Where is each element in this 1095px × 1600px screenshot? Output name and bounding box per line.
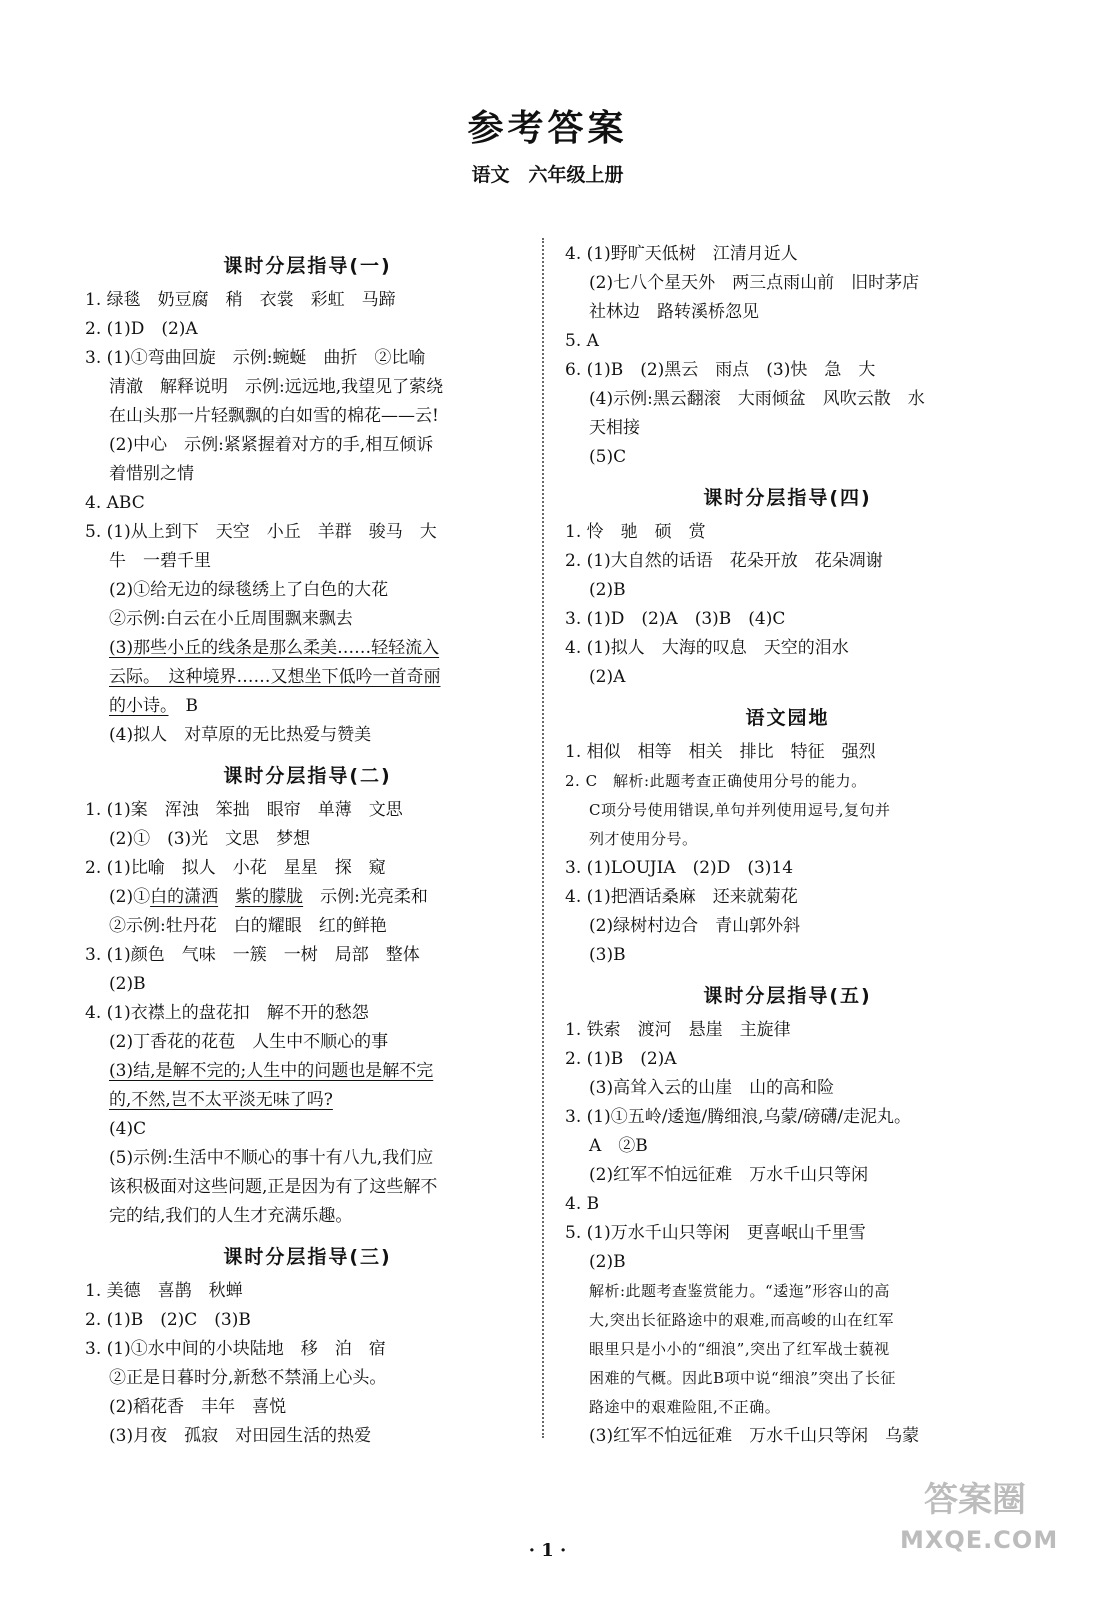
answer-line: 3. (1)①水中间的小块陆地 移 泊 宿 bbox=[85, 1339, 386, 1359]
answer-line: (3)高耸入云的山崖 山的高和险 bbox=[589, 1078, 835, 1098]
answer-line: 2. (1)比喻 拟人 小花 星星 探 窥 bbox=[85, 858, 386, 878]
section-heading: 课时分层指导(四) bbox=[703, 487, 872, 509]
answer-line: 4. ABC bbox=[85, 493, 145, 513]
answer-line: 2. C 解析:此题考查正确使用分号的能力。 bbox=[565, 772, 867, 790]
answer-line: (2)B bbox=[589, 580, 626, 600]
answer-line: (4)拟人 对草原的无比热爱与赞美 bbox=[109, 725, 372, 745]
answer-line: (5)示例:生活中不顺心的事十有八九,我们应 bbox=[109, 1148, 434, 1168]
answer-part: 示例:光亮柔和 bbox=[320, 887, 428, 907]
answer-line: 困难的气概。因此B项中说“细浪”突出了长征 bbox=[589, 1369, 896, 1387]
answer-line: (3)B bbox=[589, 945, 626, 965]
answer-line: 3. (1)D (2)A (3)B (4)C bbox=[565, 609, 786, 629]
left-column bbox=[85, 240, 530, 1451]
answer-line: (2)绿树村边合 青山郭外斜 bbox=[589, 916, 801, 936]
answer-line: 清澈 解释说明 示例:远远地,我望见了萦绕 bbox=[109, 377, 444, 397]
answer-line: 天相接 bbox=[589, 418, 640, 438]
answer-line: 的,不然,岂不太平淡无味了吗? bbox=[109, 1090, 333, 1110]
answer-line: (4)示例:黑云翻滚 大雨倾盆 风吹云散 水 bbox=[589, 389, 925, 409]
answer-line: 3. (1)LOUJIA (2)D (3)14 bbox=[565, 858, 794, 878]
answer-line: 列才使用分号。 bbox=[589, 830, 698, 848]
answer-line: (2)七八个星天外 两三点雨山前 旧时茅店 bbox=[589, 273, 920, 293]
answer-line: 4. (1)拟人 大海的叹息 天空的泪水 bbox=[565, 638, 849, 658]
answer-line: 1. (1)案 浑浊 笨拙 眼帘 单薄 文思 bbox=[85, 800, 403, 820]
answer-line: (2)红军不怕远征难 万水千山只等闲 bbox=[589, 1165, 869, 1185]
answer-line: 1. 相似 相等 相关 排比 特征 强烈 bbox=[565, 742, 876, 762]
answer-line: (2)B bbox=[109, 974, 146, 994]
underlined-text: 白的潇洒 bbox=[150, 887, 219, 907]
answer-line: (4)C bbox=[109, 1119, 147, 1139]
answer-line: (2)中心 示例:紧紧握着对方的手,相互倾诉 bbox=[109, 435, 434, 455]
answer-line: 3. (1)颜色 气味 一簇 一树 局部 整体 bbox=[85, 945, 420, 965]
answer-line: 眼里只是小小的“细浪”,突出了红军战士藐视 bbox=[589, 1340, 890, 1358]
answer-line: 5. (1)万水千山只等闲 更喜岷山千里雪 bbox=[565, 1223, 866, 1243]
page-subtitle: 语文 六年级上册 bbox=[471, 164, 624, 186]
answer-line: 2. (1)大自然的话语 花朵开放 花朵凋谢 bbox=[565, 551, 883, 571]
answer-line: 1. 美德 喜鹊 秋蝉 bbox=[85, 1281, 243, 1301]
answer-line: 4. (1)衣襟上的盘花扣 解不开的愁怨 bbox=[85, 1003, 369, 1023]
column-divider bbox=[542, 238, 544, 1438]
answer-line: (2)丁香花的花苞 人生中不顺心的事 bbox=[109, 1032, 389, 1052]
answer-line: 1. 怜 驰 硕 赏 bbox=[565, 522, 706, 542]
answer-line: 4. (1)野旷天低树 江清月近人 bbox=[565, 244, 798, 264]
answer-line: ②正是日暮时分,新愁不禁涌上心头。 bbox=[109, 1368, 387, 1388]
right-column bbox=[565, 240, 1010, 1451]
answer-line: (2)① (3)光 文思 梦想 bbox=[109, 829, 311, 849]
answer-line: 3. (1)①五岭/逶迤/腾细浪,乌蒙/磅礴/走泥丸。 bbox=[565, 1107, 912, 1127]
page-number: · 1 · bbox=[528, 1540, 567, 1561]
answer-line: 5. (1)从上到下 天空 小丘 羊群 骏马 大 bbox=[85, 522, 437, 542]
answer-line: (2)①给无边的绿毯绣上了白色的大花 bbox=[109, 580, 389, 600]
answer-line: 大,突出长征路途中的艰难,而高峻的山在红军 bbox=[589, 1311, 895, 1329]
answer-line: 社林边 路转溪桥忽见 bbox=[589, 302, 759, 322]
section-heading: 语文园地 bbox=[745, 707, 830, 729]
answer-line bbox=[85, 883, 530, 912]
answer-line: 牛 一碧千里 bbox=[109, 551, 211, 571]
answer-line: 1. 铁索 渡河 悬崖 主旋律 bbox=[565, 1020, 791, 1040]
answer-line: ②示例:白云在小丘周围飘来飘去 bbox=[109, 609, 353, 629]
answer-line: 2. (1)B (2)C (3)B bbox=[85, 1310, 251, 1330]
answer-line: 解析:此题考查鉴赏能力。“逶迤”形容山的高 bbox=[589, 1282, 890, 1300]
section-heading: 课时分层指导(三) bbox=[223, 1246, 392, 1268]
page-title: 参考答案 bbox=[467, 108, 628, 149]
answer-line bbox=[85, 692, 530, 721]
answer-line: 在山头那一片轻飘飘的白如雪的棉花——云! bbox=[109, 406, 439, 426]
section-heading: 课时分层指导(五) bbox=[703, 985, 872, 1007]
answer-line: 1. 绿毯 奶豆腐 稍 衣裳 彩虹 马蹄 bbox=[85, 290, 396, 310]
answer-line: (5)C bbox=[589, 447, 627, 467]
answer-line: 6. (1)B (2)黑云 雨点 (3)快 急 大 bbox=[565, 360, 876, 380]
section-heading: 课时分层指导(二) bbox=[223, 765, 392, 787]
answer-line: (2)A bbox=[589, 667, 626, 687]
answer-line: 该积极面对这些问题,正是因为有了这些解不 bbox=[109, 1177, 438, 1197]
answer-line: ②示例:牡丹花 白的耀眼 红的鲜艳 bbox=[109, 916, 387, 936]
section-heading: 课时分层指导(一) bbox=[223, 255, 392, 277]
answer-line: 5. A bbox=[565, 331, 599, 351]
answer-line: (2)B bbox=[589, 1252, 626, 1272]
watermark-logo: 答案圈 bbox=[924, 1480, 1026, 1520]
watermark-url: MXQE.COM bbox=[900, 1526, 1059, 1554]
answer-line: (3)结,是解不完的;人生中的问题也是解不完 bbox=[109, 1061, 434, 1081]
answer-line: 着惜别之情 bbox=[109, 464, 194, 484]
answer-line: (3)月夜 孤寂 对田园生活的热爱 bbox=[109, 1426, 372, 1446]
answer-line: 2. (1)B (2)A bbox=[565, 1049, 677, 1069]
answer-line: A ②B bbox=[589, 1136, 648, 1156]
answer-line: 3. (1)①弯曲回旋 示例:蜿蜒 曲折 ②比喻 bbox=[85, 348, 426, 368]
answer-line: 路途中的艰难险阻,不正确。 bbox=[589, 1398, 781, 1416]
answer-line: (3)红军不怕远征难 万水千山只等闲 乌蒙 bbox=[589, 1426, 920, 1446]
underlined-text: 的小诗。 bbox=[109, 696, 169, 716]
answer-line: 2. (1)D (2)A bbox=[85, 319, 198, 339]
answer-line: (2)稻花香 丰年 喜悦 bbox=[109, 1397, 287, 1417]
answer-line: 4. B bbox=[565, 1194, 600, 1214]
answer-line: 云际。 这种境界……又想坐下低吟一首奇丽 bbox=[109, 667, 441, 687]
answer-line: C项分号使用错误,单句并列使用逗号,复句并 bbox=[589, 801, 891, 819]
answer-choice: B bbox=[185, 696, 198, 716]
watermark bbox=[900, 1480, 1059, 1560]
underlined-text: 紫的朦胧 bbox=[235, 887, 304, 907]
answer-line: 4. (1)把酒话桑麻 还来就菊花 bbox=[565, 887, 798, 907]
answer-line: (3)那些小丘的线条是那么柔美……轻轻流入 bbox=[109, 638, 440, 658]
answer-part: (2)① bbox=[109, 887, 151, 907]
answer-line: 完的结,我们的人生才充满乐趣。 bbox=[109, 1206, 353, 1226]
